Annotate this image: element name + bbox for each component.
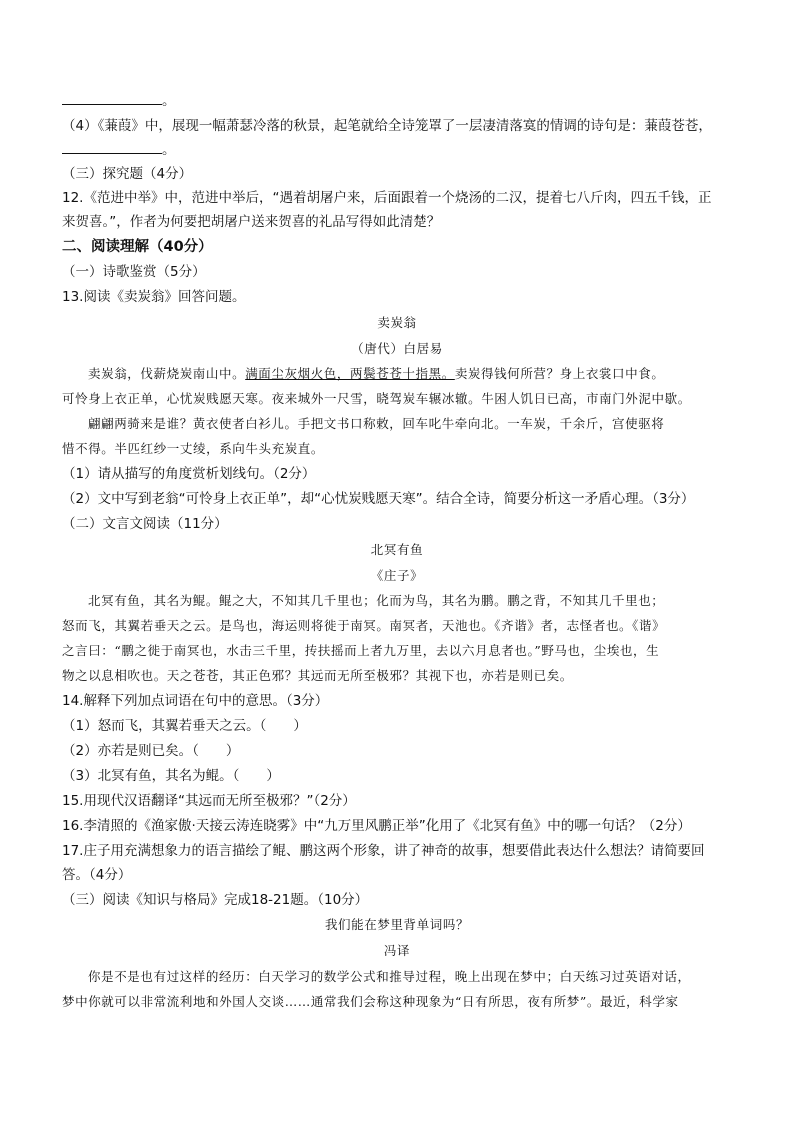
q14: 14.解释下列加点词语在句中的意思。（3分） <box>62 693 329 709</box>
q13-intro: 13.阅读《卖炭翁》回答问题。 <box>62 289 246 305</box>
answer-blank[interactable] <box>62 139 162 154</box>
q17-line1: 17.庄子用充满想象力的语言描绘了鲲、鹏这两个形象，讲了神奇的故事，想要借此表达什么想法？请简要回 <box>62 843 705 859</box>
q15: 15.用现代汉语翻译“其远而无所至极邪？”（2分） <box>62 793 356 809</box>
poem1-author: （唐代）白居易 <box>351 341 443 356</box>
underlined-sentence: 满面尘灰烟火色，两鬓苍苍十指黑。 <box>245 366 455 381</box>
q11-item4-answer: 。 <box>62 139 742 161</box>
q11-item4: （4）《蒹葭》中，展现一幅萧瑟冷落的秋景，起笔就给全诗笼罩了一层凄清落寞的情调的诗句是：蒹葭苍苍， <box>62 118 712 134</box>
poem1-title: 卖炭翁 <box>377 315 417 330</box>
poem1-line1: 卖炭翁，伐薪烧炭南山中。满面尘灰烟火色，两鬓苍苍十指黑。卖炭得钱何所营？身上衣裳口中食。 <box>88 366 665 381</box>
sub1-title: （一）诗歌鉴赏（5分） <box>62 264 206 280</box>
passage2-line4: 物之以息相吹也。天之苍苍，其正色邪？其远而无所至极邪？其视下也，亦若是则已矣。 <box>62 668 573 683</box>
q17-line2: 答。（4分） <box>62 867 132 883</box>
q14-3: （3）北冥有鱼，其名为鲲。（ ） <box>62 768 280 784</box>
passage3-line2: 梦中你就可以非常流利地和外国人交谈……通常我们会称这种现象为“日有所思，夜有所梦”。最近，科学家 <box>62 994 679 1009</box>
q12-line1: 12.《范进中举》中，范进中举后，“遇着胡屠户来，后面跟着一个烧汤的二汉，提着七八斤肉，四五千钱，正 <box>62 190 712 206</box>
q13-1: （1）请从描写的角度赏析划线句。（2分） <box>62 466 316 482</box>
poem1-line4: 惜不得。半匹红纱一丈绫，系向牛头充炭直。 <box>62 441 325 456</box>
poem1-line2: 可怜身上衣正单，心忧炭贱愿天寒。夜来城外一尺雪，晓驾炭车辗冰辙。牛困人饥日已高，市南门外泥中歇。 <box>62 391 691 406</box>
passage2-source: 《庄子》 <box>370 568 424 583</box>
passage2-line3: 之言曰：“鹏之徙于南冥也，水击三千里，抟扶摇而上者九万里，去以六月息者也。”野马也，尘埃也，生 <box>62 643 660 658</box>
q11-line3: 。 <box>62 90 742 112</box>
q14-1: （1）怒而飞，其翼若垂天之云。（ ） <box>62 718 307 734</box>
passage2-line1: 北冥有鱼，其名为鲲。鲲之大，不知其几千里也；化而为鸟，其名为鹏。鹏之背，不知其几千里也； <box>88 593 665 608</box>
sub3-title: （三）阅读《知识与格局》完成18-21题。（10分） <box>62 892 369 908</box>
q14-2: （2）亦若是则已矣。（ ） <box>62 743 240 759</box>
q13-2: （2）文中写到老翁“可怜身上衣正单”，却“心忧炭贱愿天寒”。结合全诗，简要分析这一矛盾心理。（3分） <box>62 491 695 507</box>
section3-title: （三）探究题（4分） <box>62 166 193 182</box>
poem1-line3: 翩翩两骑来是谁？黄衣使者白衫儿。手把文书口称敕，回车叱牛牵向北。一车炭，千余斤，宫使驱将 <box>88 416 665 431</box>
passage3-line1: 你是不是也有过这样的经历：白天学习的数学公式和推导过程，晚上出现在梦中；白天练习过英语对话， <box>88 969 691 984</box>
sub2-title: （二）文言文阅读（11分） <box>62 516 228 532</box>
passage2-line2: 怒而飞，其翼若垂天之云。是鸟也，海运则将徙于南冥。南冥者，天池也。《齐谐》者，志怪者也。《谐》 <box>62 618 666 633</box>
part2-title: 二、阅读理解（40分） <box>62 239 213 255</box>
answer-blank[interactable] <box>62 90 162 105</box>
q12-line2: 来贺喜。”，作者为何要把胡屠户送来贺喜的礼品写得如此清楚？ <box>62 214 441 230</box>
passage3-title: 我们能在梦里背单词吗？ <box>324 917 470 932</box>
passage3-author: 冯译 <box>383 943 411 958</box>
passage2-title: 北冥有鱼 <box>370 542 424 557</box>
q16: 16.李清照的《渔家傲·天接云涛连晓雾》中“九万里风鹏正举”化用了《北冥有鱼》中的哪一句话？（2分） <box>62 818 691 834</box>
